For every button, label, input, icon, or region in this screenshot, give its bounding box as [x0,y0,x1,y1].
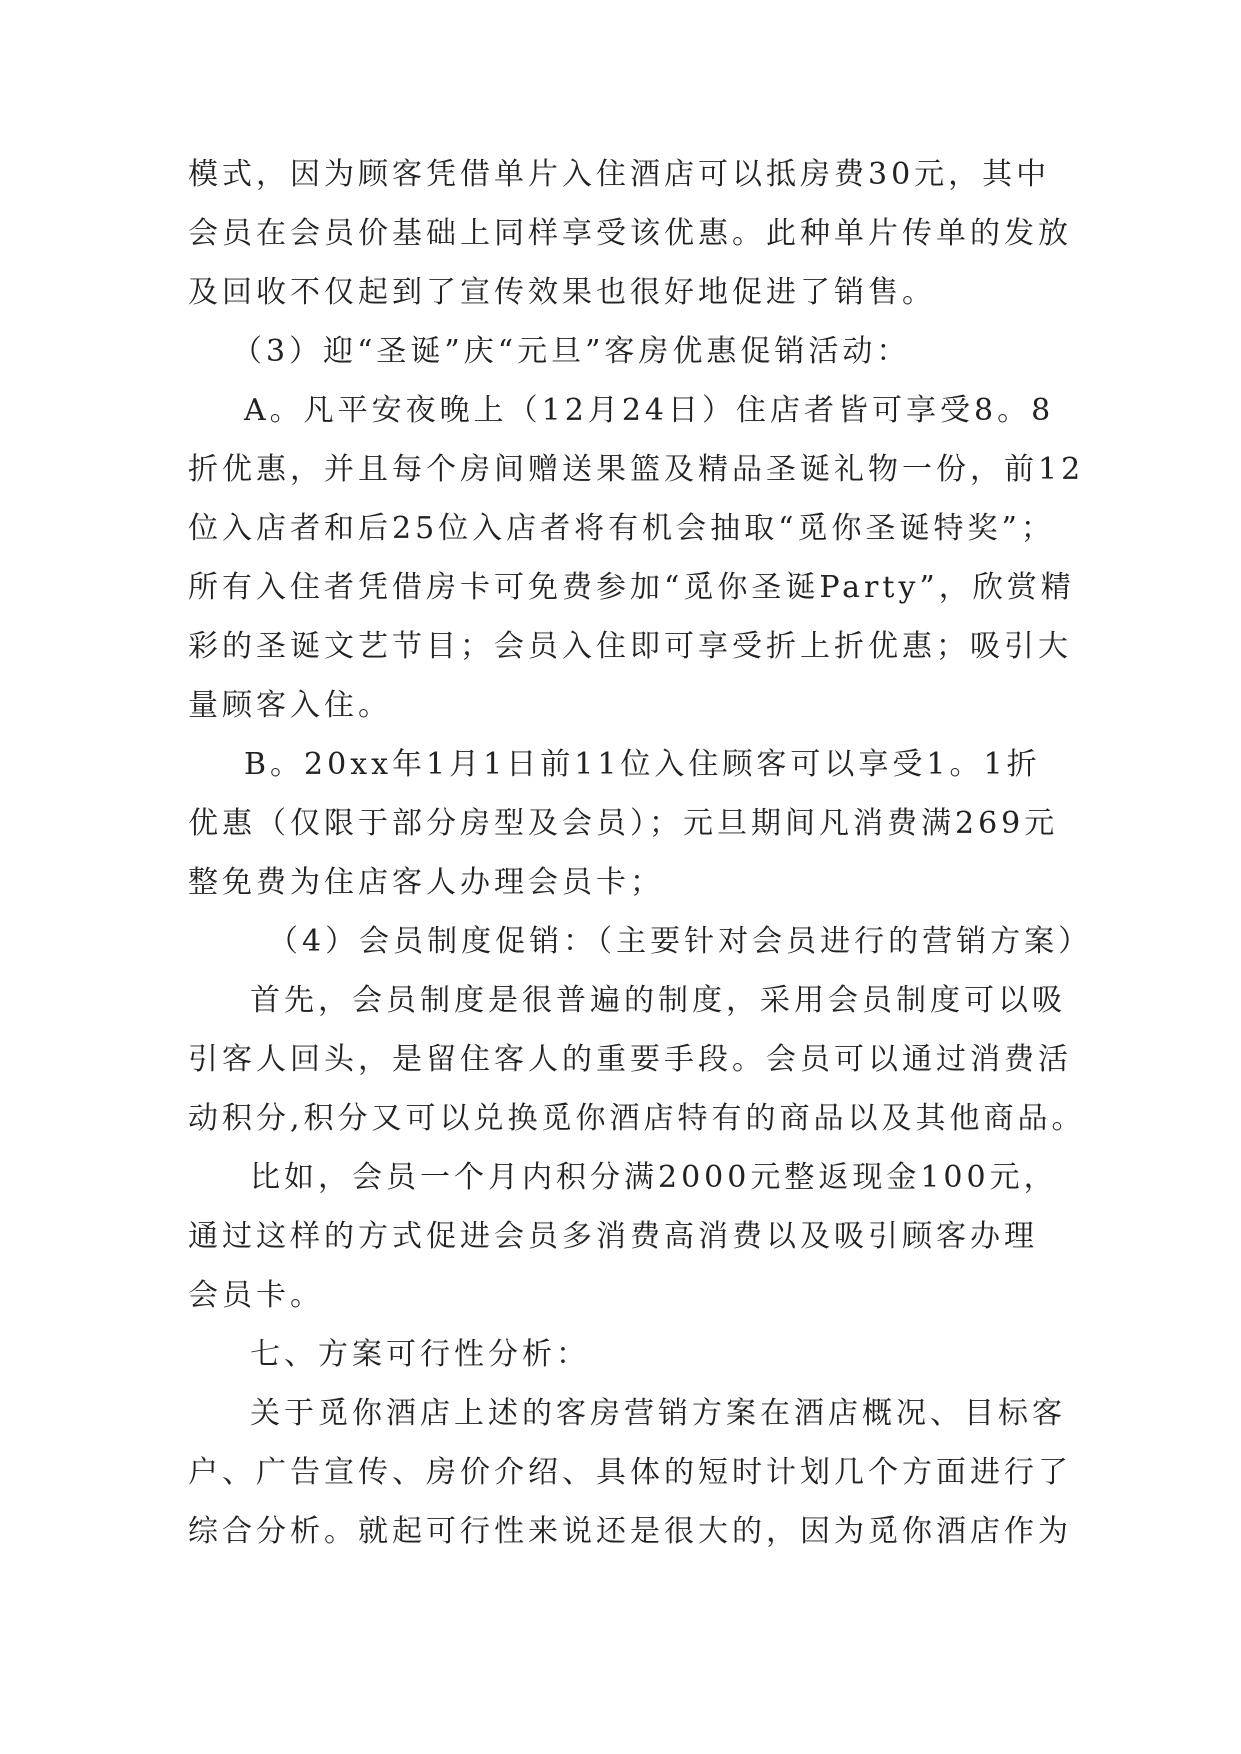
paragraph-line: 优惠（仅限于部分房型及会员）；元旦期间凡消费满269元 [188,806,1059,841]
paragraph-line: 动积分,积分又可以兑换觅你酒店特有的商品以及其他商品。 [188,1101,1086,1136]
paragraph-line: 关于觅你酒店上述的客房营销方案在酒店概况、目标客 [250,1396,1066,1431]
paragraph-line: B。20xx年1月1日前11位入住顾客可以享受1。1折 [244,747,1041,782]
paragraph-line: 综合分析。就起可行性来说还是很大的，因为觅你酒店作为 [188,1514,1072,1549]
paragraph-line: 户、广告宣传、房价介绍、具体的短时计划几个方面进行了 [188,1455,1072,1490]
paragraph-line: A。凡平安夜晚上（12月24日）住店者皆可享受8。8 [244,393,1055,428]
paragraph-line: 位入店者和后25位入店者将有机会抽取“觅你圣诞特奖”； [188,511,1055,546]
paragraph-line: 会员在会员价基础上同样享受该优惠。此种单片传单的发放 [188,216,1072,251]
section-heading: （4）会员制度促销：（主要针对会员进行的营销方案） [268,924,1093,959]
section-heading: 七、方案可行性分析： [250,1337,590,1372]
paragraph-line: 会员卡。 [188,1278,324,1313]
paragraph-line: 及回收不仅起到了宣传效果也很好地促进了销售。 [188,275,936,310]
paragraph-line: 整免费为住店客人办理会员卡； [188,865,664,900]
paragraph-line: 量顾客入住。 [188,688,392,723]
paragraph-line: 通过这样的方式促进会员多消费高消费以及吸引顾客办理 [188,1219,1038,1254]
paragraph-line: 比如，会员一个月内积分满2000元整返现金100元， [250,1160,1058,1195]
paragraph-line: 引客人回头，是留住客人的重要手段。会员可以通过消费活 [188,1042,1072,1077]
document-body [188,157,1093,1573]
section-heading: （3）迎“圣诞”庆“元旦”客房优惠促销活动： [232,334,911,369]
paragraph-line: 所有入住者凭借房卡可免费参加“觅你圣诞Party”，欣赏精 [188,570,1075,605]
paragraph-line: 首先，会员制度是很普遍的制度，采用会员制度可以吸 [250,983,1066,1018]
paragraph-line: 彩的圣诞文艺节目；会员入住即可享受折上折优惠；吸引大 [188,629,1072,664]
paragraph-line: 折优惠，并且每个房间赠送果篮及精品圣诞礼物一份，前12 [188,452,1085,487]
paragraph-line: 模式，因为顾客凭借单片入住酒店可以抵房费30元，其中 [188,157,1051,192]
